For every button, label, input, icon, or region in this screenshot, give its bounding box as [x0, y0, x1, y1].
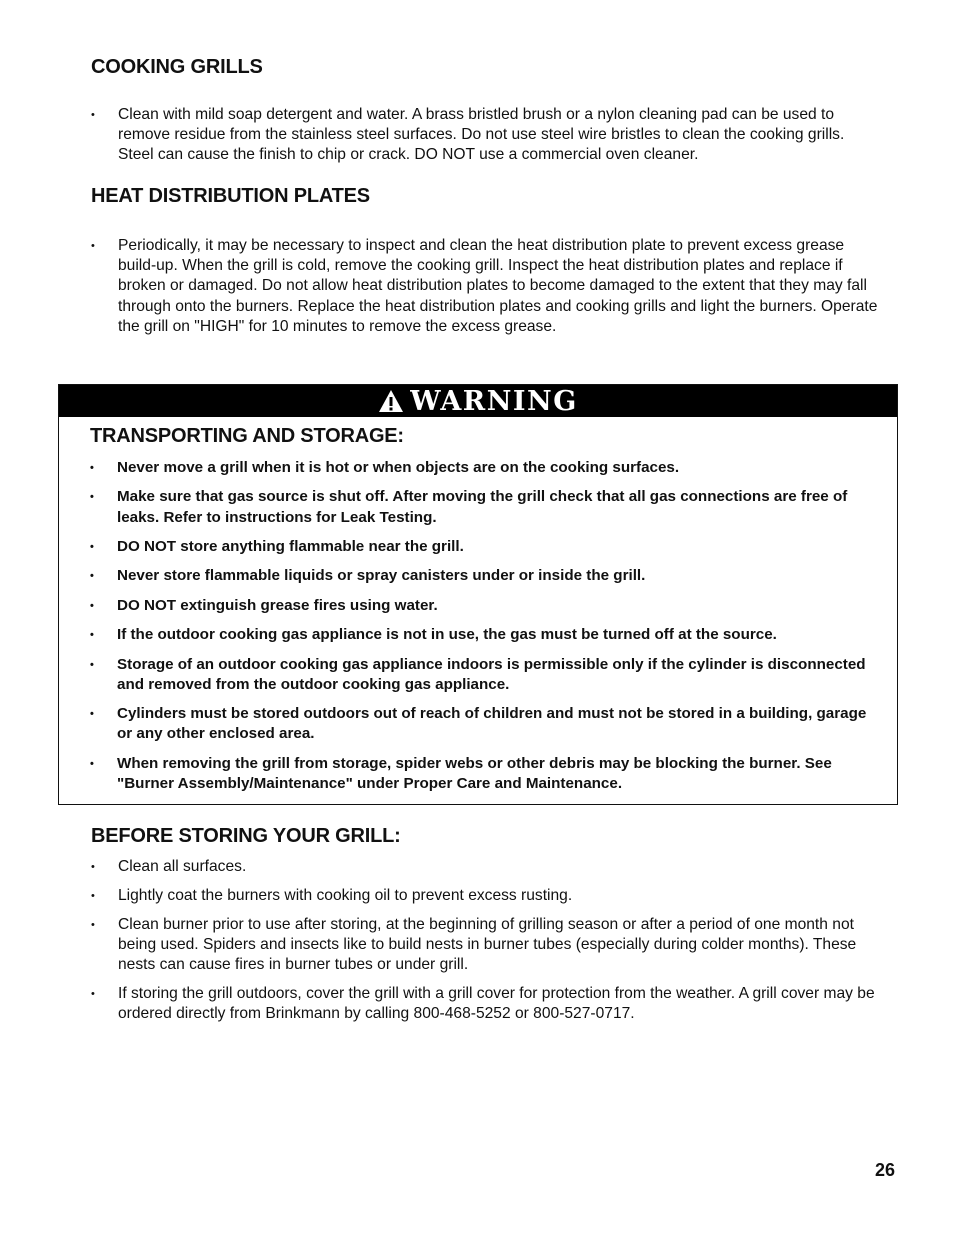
bullet: • [90, 491, 94, 504]
list-item-text: Never move a grill when it is hot or when objects are on the cooking surfaces. [117, 459, 680, 476]
cooking-grills-heading: COOKING GRILLS [91, 56, 263, 78]
warning-list [90, 458, 870, 794]
list-item [90, 754, 870, 794]
bullet: • [90, 708, 94, 721]
warning-triangle-icon [378, 389, 404, 413]
list-item-text: Make sure that gas source is shut off. After moving the grill check that all gas connections are free of leaks. Refer to instructions for Leak Testing. [117, 488, 848, 526]
list-item-text: DO NOT store anything flammable near the grill. [117, 537, 464, 555]
list-item [91, 886, 881, 906]
transport-storage-heading: TRANSPORTING AND STORAGE: [90, 425, 404, 447]
list-item-text: Periodically, it may be necessary to inspect and clean the heat distribution plate to prevent excess grease build-up. When the grill is cold, remove the cooking grill. Inspect the heat distribution plates and replace if broken or damaged. Do not allow heat distribution plates to become damaged to the extent that they may fall through onto the burners. Replace the heat distribution plates and cooking grills and light the burners. Operate the grill on "HIGH" for 10 minutes to remove the excess grease. [118, 237, 878, 335]
list-item-text: DO NOT extinguish grease fires using water. [117, 596, 438, 614]
list-item [90, 566, 870, 586]
before-storing-heading: BEFORE STORING YOUR GRILL: [91, 825, 401, 847]
warning-box [58, 384, 898, 805]
bullet: • [91, 240, 95, 252]
warning-banner [59, 385, 897, 417]
list-item [90, 458, 870, 478]
list-item-text: If storing the grill outdoors, cover the grill with a grill cover for protection from the weather. A grill cover may be ordered directly from Brinkmann by calling 800-468-5252 or 800-527-0717. [118, 984, 875, 1022]
list-item [90, 537, 870, 557]
heat-plates-section [91, 185, 881, 346]
list-item-text: When removing the grill from storage, spider webs or other debris may be blocking the burner. See "Burner Assembly/Maintenance" under Proper Care and Maintenance. [117, 754, 832, 792]
cooking-grills-list [91, 105, 881, 166]
bullet: • [91, 861, 95, 873]
list-item-text: Cylinders must be stored outdoors out of reach of children and must not be stored in a building, garage or any other enclosed area. [117, 705, 867, 743]
bullet: • [90, 629, 94, 642]
before-storing-section [91, 825, 881, 1033]
list-item [91, 105, 881, 166]
bullet: • [91, 889, 95, 902]
list-item [90, 655, 870, 695]
bullet: • [91, 918, 95, 931]
bullet: • [90, 462, 94, 474]
heat-plates-list [91, 236, 881, 337]
heat-plates-heading: HEAT DISTRIBUTION PLATES [91, 185, 370, 207]
bullet: • [90, 599, 94, 612]
list-item-text: If the outdoor cooking gas appliance is not in use, the gas must be turned off at the source. [117, 626, 777, 644]
list-item [91, 236, 881, 337]
list-item [90, 704, 870, 744]
page-number: 26 [875, 1160, 896, 1180]
list-item-text: Never store flammable liquids or spray canisters under or inside the grill. [117, 567, 646, 585]
bullet: • [91, 109, 95, 121]
bullet: • [91, 987, 95, 1000]
bullet: • [90, 570, 94, 583]
list-item-text: Clean all surfaces. [118, 858, 247, 875]
list-item [90, 487, 870, 527]
bullet: • [90, 757, 94, 770]
list-item [90, 596, 870, 616]
transport-storage-section [90, 425, 870, 803]
list-item-text: Clean burner prior to use after storing, at the beginning of grilling season or after a period of one month not being used. Spiders and insects like to build nests in burner tubes (especially during colder months). These nests can cause fires in burner tubes or under grill. [118, 915, 857, 973]
list-item [91, 915, 881, 976]
list-item [90, 625, 870, 645]
list-item-text: Clean with mild soap detergent and water. A brass bristled brush or a nylon cleaning pad can be used to remove residue from the stainless steel surfaces. Do not use steel wire bristles to clean the cooking grills. Steel can cause the finish to chip or crack. DO NOT use a commercial oven cleaner. [118, 106, 845, 164]
warning-banner-label: WARNING [410, 385, 578, 417]
cooking-grills-section [91, 56, 881, 174]
bullet: • [90, 658, 94, 671]
list-item-text: Lightly coat the burners with cooking oil to prevent excess rusting. [118, 886, 573, 904]
list-item [91, 857, 881, 877]
bullet: • [90, 540, 94, 553]
list-item-text: Storage of an outdoor cooking gas appliance indoors is permissible only if the cylinder is disconnected and removed from the outdoor cooking gas appliance. [117, 655, 866, 693]
list-item [91, 984, 881, 1024]
before-storing-list [91, 857, 881, 1024]
